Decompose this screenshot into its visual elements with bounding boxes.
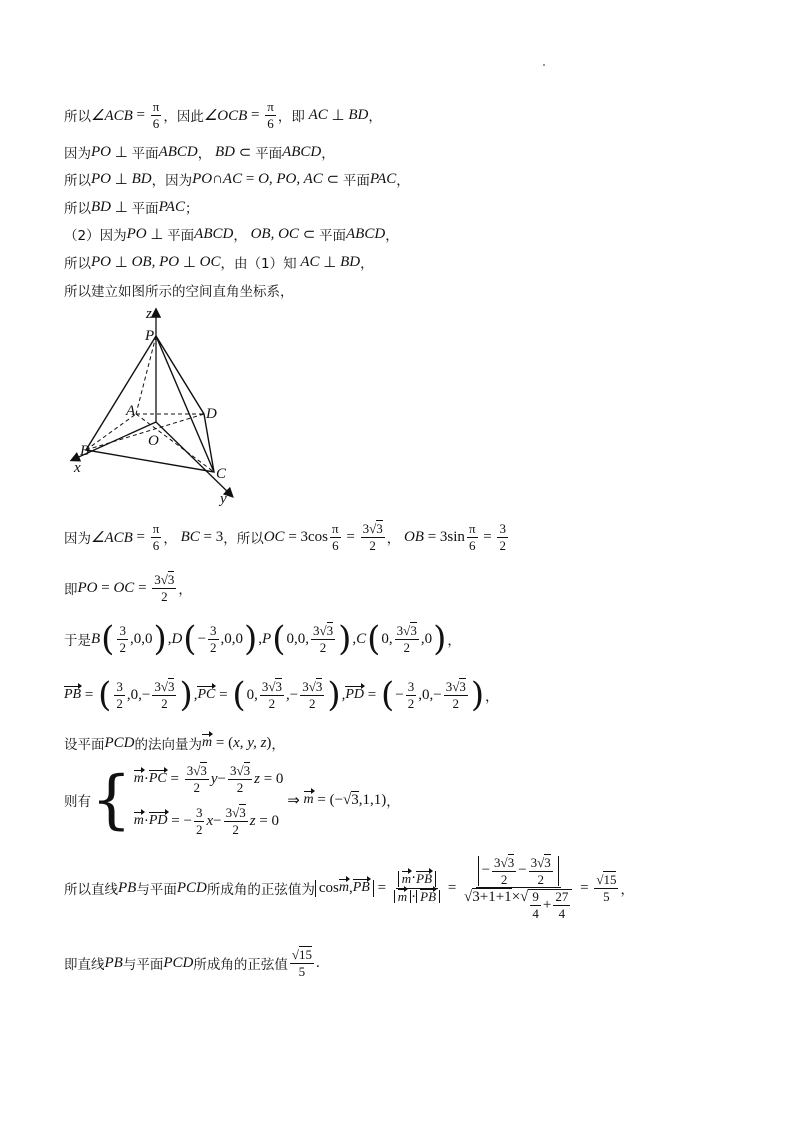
line-3: 所以 PO ⊥ BD ，因为 PO ∩ AC = O, PO, AC ⊂ 平面 PAC ， — [64, 170, 410, 189]
text: ， — [197, 146, 212, 162]
solid-edges — [86, 336, 214, 472]
line-12: 设平面 PCD 的法向量为 m = ( x, y, z ) ， — [64, 734, 285, 753]
line-6: 所以 PO ⊥ OB, PO ⊥ OC ，由（1）知 AC ⊥ BD ， — [64, 253, 374, 272]
text: ，由（1）知 — [220, 256, 297, 272]
line-10: 于是 B ( $\frac{3}{2}$ ,0,0 ) , D ( − $\frac{3}{2}$ ,0,0 ) , P ( 0,0, $\frac{3√3}{2}$ ) , C ( 0, $\frac{3√3}{2}$ ,0 ) ， — [64, 619, 461, 659]
line-15: 即直线 PB 与平面 PCD 所成角的正弦值 $\frac{√15}{5}$ . — [64, 947, 320, 979]
line-5: （2）因为 PO ⊥ 平面 ABCD ， OB, OC ⊂ 平面 ABCD ， — [64, 225, 399, 244]
text: 则有 — [64, 794, 91, 811]
text: ，所以 — [223, 531, 264, 548]
line-13: 则有 { m · PC = $\frac{3√3}{2}$ y − $\frac{3√3}{2}$ z = 0 m · PD = − $\frac{3}{2}$ x − $\frac{3√3}{2}$ z = 0 ⇒ m = (−√3,1,1) ， — [64, 763, 400, 838]
text: 于是 — [64, 633, 91, 649]
text: 平面 — [167, 228, 195, 244]
text: ，因此 — [163, 109, 204, 126]
equation-system: { m · PC = $\frac{3√3}{2}$ y − $\frac{3√3}{2}$ z = 0 m · PD = − $\frac{3}{2}$ x − $\frac{3√3}{2}$ z = 0 — [91, 763, 284, 838]
label-O: O — [148, 433, 159, 449]
label-D: D — [206, 406, 217, 422]
text: 所以直线 — [64, 882, 118, 899]
text: 即直线 — [64, 957, 105, 974]
text: 所以 — [64, 256, 91, 272]
label-C: C — [216, 466, 227, 482]
text: ； — [184, 201, 199, 217]
text: 与平面 — [136, 882, 177, 899]
line-9: 即 PO = OC = $\frac{3√3}{2}$ ， — [64, 572, 192, 604]
text: 所以 — [64, 109, 91, 126]
text: ， — [233, 228, 247, 244]
text: 平面 — [131, 201, 159, 217]
line-2: 因为 PO ⊥ 平面 ABCD ， BD ⊂ 平面 ABCD ， — [64, 143, 335, 162]
text: 因为 — [64, 146, 91, 162]
text: ，因为 — [151, 173, 193, 189]
line-11: PB = ( $\frac{3}{2}$ ,0,− $\frac{3√3}{2}$ ) , PC = ( 0, $\frac{3√3}{2}$ ,− $\frac{3√3}{2}$ ) , PD = ( − $\frac{3}{2}$ ,0,− $\frac{3√3}{2}$ ) ， — [64, 675, 499, 715]
label-B: B — [80, 443, 90, 459]
text: 所成角的正弦值为 — [206, 882, 315, 899]
scan-dot — [543, 64, 545, 66]
hidden-edges — [86, 336, 214, 472]
line-1: 所以 ∠ACB = $\frac{\pi}{6}$ ，因此 ∠OCB = $\frac{\pi}{6}$ ，即 AC ⊥ BD ， — [64, 99, 382, 131]
text: 设平面 — [64, 737, 105, 753]
text: 的法向量为 — [134, 737, 202, 753]
label-z: z — [146, 306, 152, 322]
label-x: x — [74, 460, 81, 476]
text: 平面 — [131, 146, 159, 162]
text: 平面 — [342, 173, 370, 189]
y-axis — [156, 422, 232, 496]
text: （2）因为 — [64, 228, 127, 244]
line-4: 所以 BD ⊥ 平面 PAC ； — [64, 198, 199, 217]
text: 即 — [64, 582, 78, 599]
text: 所成角的正弦值 — [193, 957, 288, 974]
label-P: P — [145, 328, 155, 344]
text: 与平面 — [122, 957, 164, 974]
line-14: 所以直线 PB 与平面 PCD 所成角的正弦值为 cos m , PB = m · PB m · PB = − $\frac{3√3}{2}$ − $\frac{3√3}{2}$ √3+1+1×√ $\frac{9}{4}$ + $\frac{27}{4}$ = $\frac{√15}{5}$ ， — [64, 855, 634, 921]
text: 所以 — [64, 173, 91, 189]
text: 平面 — [255, 146, 283, 162]
text: 平面 — [319, 228, 347, 244]
text: 所以建立如图所示的空间直角坐标系， — [64, 284, 294, 300]
text: 所以 — [64, 201, 91, 217]
label-A: A — [126, 403, 136, 419]
text: 因为 — [64, 531, 91, 548]
line-8: 因为 ∠ACB = $\frac{\pi}{6}$ ， BC = 3 ，所以 OC = 3cos $\frac{\pi}{6}$ = $\frac{3√3}{2}$ ， OB = 3sin $\frac{\pi}{6}$ = $\frac{3}{2}$ — [64, 521, 506, 553]
label-y: y — [220, 491, 227, 507]
text: ，即 — [277, 109, 305, 126]
line-7 — [64, 280, 294, 300]
pyramid-figure — [60, 300, 250, 510]
